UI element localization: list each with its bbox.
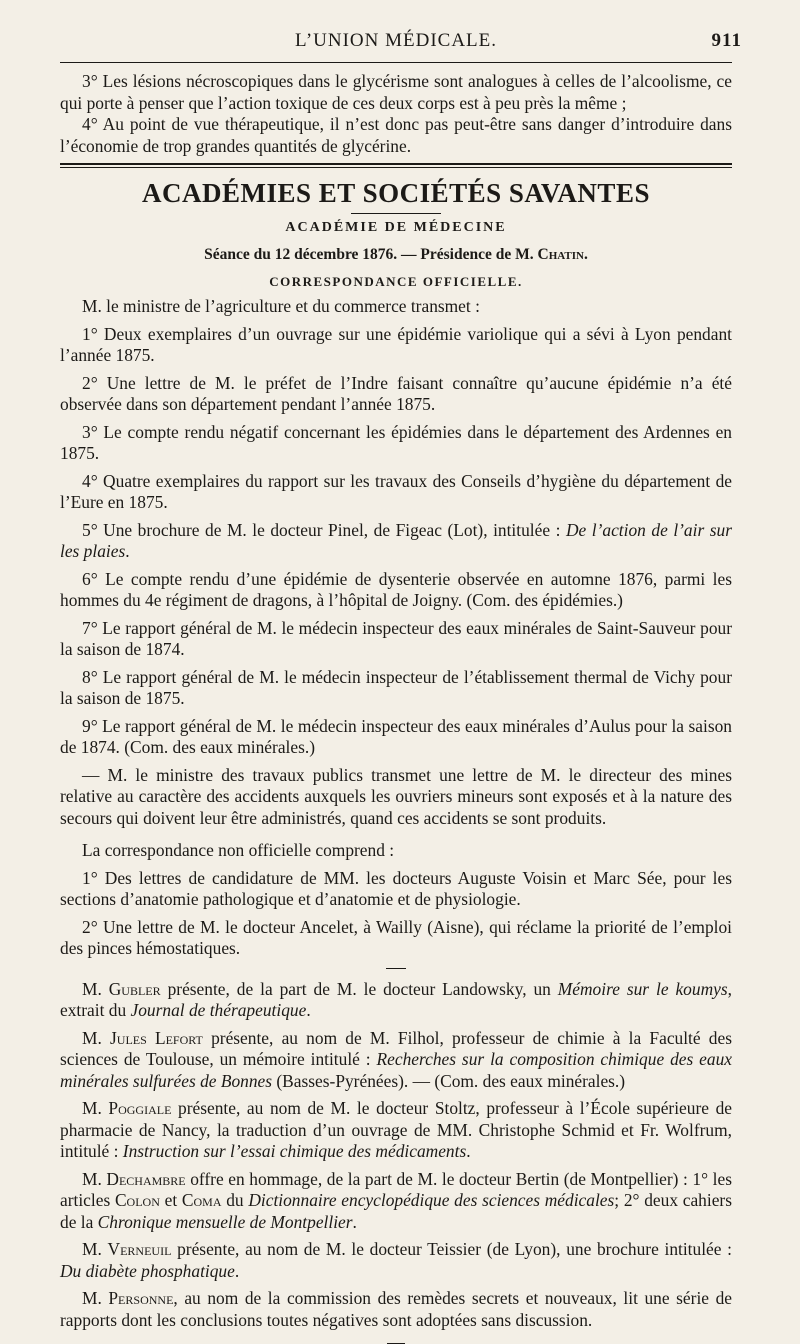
official-item-1: 1° Deux exemplaires d’un ouvrage sur une épidémie variolique qui a sévi à Lyon pendant l’année 1875. <box>60 323 732 365</box>
official-item-7: 7° Le rapport général de M. le médecin inspecteur des eaux minérales de Saint-Sauveur pour la saison de 1874. <box>60 617 732 659</box>
official-heading: CORRESPONDANCE OFFICIELLE. <box>269 274 523 289</box>
header-rule <box>60 62 732 63</box>
nonofficial-item-2: 2° Une lettre de M. le docteur Ancelet, à Wailly (Aisne), qui réclame la priorité de l’emploi des pinces hémostatiques. <box>60 916 732 958</box>
section-divider <box>60 163 732 168</box>
ministre-travaux-publics: — M. le ministre des travaux publics transmet une lettre de M. le directeur des mines relative au caractère des accidents auxquels les ouvriers mineurs sont exposés et à la nature des secours qui doivent leur être administrés, quand ces accidents se sont produits. <box>60 764 732 828</box>
section-title: ACADÉMIES ET SOCIÉTÉS SAVANTES <box>142 178 650 208</box>
presentation-personne: M. Personne, au nom de la commission des remèdes secrets et nouveaux, lit une série de rapports dont les conclusions toutes négatives sont adoptées sans discussion. <box>60 1288 732 1330</box>
official-item-5: 5° Une brochure de M. le docteur Pinel, de Figeac (Lot), intitulée : De l’action de l’air sur les plaies. <box>60 519 732 561</box>
conclusion-3: 3° Les lésions nécroscopiques dans le glycérisme sont analogues à celles de l’alcoolisme, ce qui porte à penser que l’action toxique de ces deux corps est à peu près la même ; <box>60 71 732 113</box>
title-rule <box>351 213 441 214</box>
seance-line: Séance du 12 décembre 1876. — Présidence de M. Chatin. <box>204 246 588 263</box>
conclusion-4: 4° Au point de vue thérapeutique, il n’est donc pas peut-être sans danger d’introduire dans l’économie de trop grandes quantités de glycérine. <box>60 114 732 156</box>
nonofficial-item-1: 1° Des lettres de candidature de MM. les docteurs Auguste Voisin et Marc Sée, pour les sections d’anatomie pathologique et d’anatomie et de physiologie. <box>60 867 732 909</box>
official-item-9: 9° Le rapport général de M. le médecin inspecteur des eaux minérales d’Aulus pour la saison de 1874. (Com. des eaux minérales.) <box>60 715 732 757</box>
official-item-3: 3° Le compte rendu négatif concernant les épidémies dans le département des Ardennes en 1875. <box>60 421 732 463</box>
official-item-2: 2° Une lettre de M. le préfet de l’Indre faisant connaître qu’aucune épidémie n’a été observée dans son département pendant l’année 1875. <box>60 372 732 414</box>
page-number: 911 <box>711 30 742 51</box>
presentation-dechambre: M. Dechambre offre en hommage, de la part de M. le docteur Bertin (de Montpellier) : 1° les articles Colon et Coma du Dictionnaire encyclopédique des sciences médicales; 2° deux cahiers de la Chronique mensuelle de Montpellier. <box>60 1168 732 1232</box>
official-item-8: 8° Le rapport général de M. le médecin inspecteur de l’établissement thermal de Vichy pour la saison de 1875. <box>60 666 732 708</box>
official-item-6: 6° Le compte rendu d’une épidémie de dysenterie observée en automne 1876, parmi les hommes du 4e régiment de dragons, à l’hôpital de Joigny. (Com. des épidémies.) <box>60 568 732 610</box>
president-name: Chatin <box>537 246 584 263</box>
journal-title: L’UNION MÉDICALE. <box>294 30 498 51</box>
ministre-agriculture: M. le ministre de l’agriculture et du commerce transmet : <box>82 296 480 316</box>
presentation-lefort: M. Jules Lefort présente, au nom de M. Filhol, professeur de chimie à la Faculté des sciences de Toulouse, un mémoire intitulé : Recherches sur la composition chimique des eaux minérales sulfurées de Bonnes (Basses-Pyrénées). — (Com. des eaux minérales.) <box>60 1027 732 1091</box>
brochure-title: De l’action de l’air sur les plaies <box>60 519 732 561</box>
academy-subtitle: ACADÉMIE DE MÉDECINE <box>285 220 507 235</box>
official-item-4: 4° Quatre exemplaires du rapport sur les travaux des Conseils d’hygiène du département de l’Eure en 1875. <box>60 470 732 512</box>
separator-rule <box>386 968 406 969</box>
presentation-poggiale: M. Poggiale présente, au nom de M. le docteur Stoltz, professeur à l’École supérieure de pharmacie de Nancy, la traduction d’un ouvrage de MM. Christophe Schmid et Fr. Wolfrum, intitulé : Instruction sur l’essai chimique des médicaments. <box>60 1098 732 1161</box>
nonofficial-lead: La correspondance non officielle comprend : <box>82 840 395 860</box>
running-head <box>60 28 742 62</box>
presentation-gubler: M. Gubler présente, de la part de M. le docteur Landowsky, un Mémoire sur le koumys, extrait du Journal de thérapeutique. <box>60 978 732 1020</box>
presentation-verneuil: M. Verneuil présente, au nom de M. le docteur Teissier (de Lyon), une brochure intitulée : Du diabète phosphatique. <box>60 1239 732 1281</box>
